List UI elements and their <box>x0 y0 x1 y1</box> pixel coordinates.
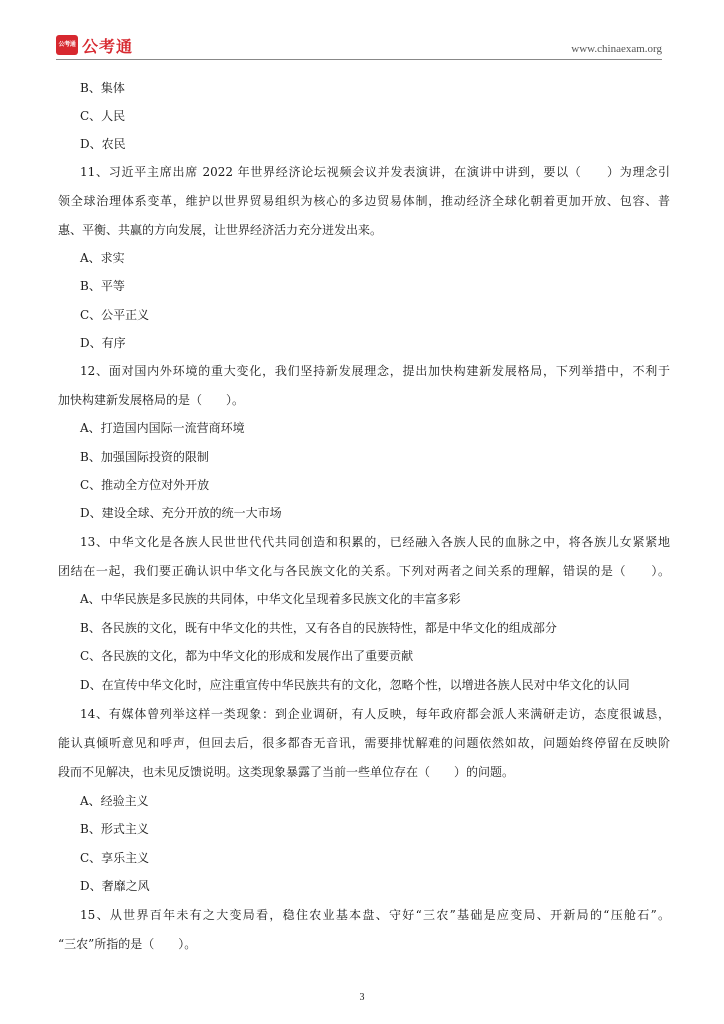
option-d: D、奢靡之风 <box>80 879 150 893</box>
option-c: C、各民族的文化，都为中华文化的形成和发展作出了重要贡献 <box>80 649 414 663</box>
page-number: 3 <box>359 992 365 1003</box>
option-c: C、推动全方位对外开放 <box>80 478 210 492</box>
page-header <box>0 0 724 62</box>
option-a: A、经验主义 <box>80 794 149 808</box>
option-a: A、打造国内国际一流营商环境 <box>80 421 245 435</box>
option-c: C、人民 <box>80 109 126 123</box>
question-12-line-1: 12、面对国内外环境的重大变化，我们坚持新发展理念，提出加快构建新发展格局，下列举措中，不利于 <box>80 364 670 378</box>
option-d: D、有序 <box>80 336 126 350</box>
logo-text: 公考通 <box>82 36 134 56</box>
option-d: D、在宣传中华文化时，应注重宣传中华民族共有的文化，忽略个性，以增进各族人民对中华文化的认同 <box>80 678 630 692</box>
option-c: C、享乐主义 <box>80 851 150 865</box>
option-b: B、平等 <box>80 279 125 293</box>
logo[interactable] <box>56 34 133 56</box>
logo-badge-icon: 公考通 <box>56 35 78 55</box>
question-13-line-1: 13、中华文化是各族人民世世代代共同创造和积累的，已经融入各族人民的血脉之中，将各族儿女紧紧地 <box>80 535 670 549</box>
question-15-line-2: “三农”所指的是（ ）。 <box>58 937 197 951</box>
option-a: A、求实 <box>80 251 125 265</box>
option-d: D、农民 <box>80 137 126 151</box>
question-12-line-2: 加快构建新发展格局的是（ ）。 <box>58 393 245 407</box>
question-14-line-2: 能认真倾听意见和呼声，但回去后，很多都杳无音讯，需要排忧解难的问题依然如故，问题始终停留在反映阶 <box>58 736 670 750</box>
option-b: B、形式主义 <box>80 822 149 836</box>
option-c: C、公平正义 <box>80 308 150 322</box>
question-15-line-1: 15、从世界百年未有之大变局看，稳住农业基本盘、守好“三农”基础是应变局、开新局的“压舱石”。 <box>80 908 670 922</box>
option-a: A、中华民族是多民族的共同体，中华文化呈现着多民族文化的丰富多彩 <box>80 592 461 606</box>
option-b: B、集体 <box>80 81 125 95</box>
option-d: D、建设全球、充分开放的统一大市场 <box>80 506 282 520</box>
question-14-line-1: 14、有媒体曾列举这样一类现象：到企业调研，有人反映，每年政府都会派人来满研走访，态度很诚恳， <box>80 707 670 721</box>
site-url[interactable]: www.chinaexam.org <box>571 43 662 55</box>
question-13-line-2: 团结在一起，我们要正确认识中华文化与各民族文化的关系。下列对两者之间关系的理解，错误的是（ ）。 <box>58 564 670 578</box>
question-14-line-3: 段而不见解决，也未见反馈说明。这类现象暴露了当前一些单位存在（ ）的问题。 <box>58 765 515 779</box>
question-11-line-1: 11、习近平主席出席 2022 年世界经济论坛视频会议并发表演讲，在演讲中讲到，要以（ ）为理念引 <box>80 165 670 179</box>
option-b: B、加强国际投资的限制 <box>80 450 209 464</box>
header-divider <box>56 59 662 60</box>
question-11-line-3: 惠、平衡、共赢的方向发展，让世界经济活力充分迸发出来。 <box>58 223 383 237</box>
question-11-line-2: 领全球治理体系变革，维护以世界贸易组织为核心的多边贸易体制，推动经济全球化朝着更加开放、包容、普 <box>58 194 670 208</box>
option-b: B、各民族的文化，既有中华文化的共性，又有各自的民族特性，都是中华文化的组成部分 <box>80 621 557 635</box>
